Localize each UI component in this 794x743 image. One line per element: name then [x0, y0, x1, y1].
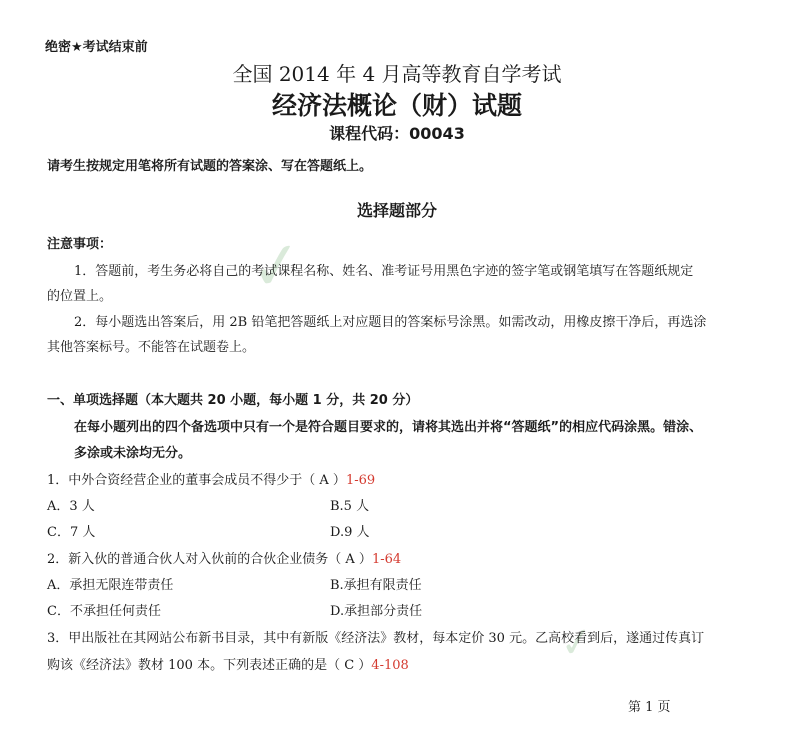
note-2-line-1: 2．每小题选出答案后，用 2B 铅笔把答题纸上对应题目的答案标号涂黑。如需改动，用橡皮擦干净后，再选涂 — [74, 315, 707, 330]
exam-title: 全国 2014 年 4 月高等教育自学考试 — [232, 62, 562, 86]
q1-option-c: C．7 人 — [47, 525, 96, 540]
watermark: ✓ — [245, 226, 309, 308]
q1-option-d: D.9 人 — [330, 525, 370, 540]
answer-instruction: 请考生按规定用笔将所有试题的答案涂、写在答题纸上。 — [47, 159, 373, 174]
watermark: ✓ — [556, 617, 597, 669]
subject-title: 经济法概论（财）试题 — [271, 91, 522, 120]
course-code: 课程代码：00043 — [329, 124, 465, 143]
note-1-line-1: 1．答题前，考生务必将自己的考试课程名称、姓名、准考证号用黑色字迹的签字笔或钢笔填写在答题纸规定 — [74, 264, 694, 279]
question-3-text: 购该《经济法》教材 100 本。下列表述正确的是（ C ） — [47, 658, 372, 673]
q2-option-c: C．不承担任何责任 — [47, 604, 161, 619]
question-1-text: 1．中外合资经营企业的董事会成员不得少于（ A ） — [47, 473, 346, 488]
question-2-ref: 1-64 — [371, 552, 402, 567]
q1-option-a: A．3 人 — [47, 499, 95, 514]
question-3-line-1: 3．甲出版社在其网站公布新书目录，其中有新版《经济法》教材，每本定价 30 元。乙高校看到后，遂通过传真订 — [47, 631, 705, 646]
question-3-line-2 — [47, 654, 409, 673]
question-3-ref: 4-108 — [371, 658, 409, 673]
q2-option-b: B.承担有限责任 — [330, 578, 422, 593]
secret-mark: 绝密★考试结束前 — [45, 40, 148, 55]
question-1 — [47, 469, 375, 488]
question-1-ref: 1-69 — [345, 473, 376, 488]
note-2-line-2: 其他答案标号。不能答在试题卷上。 — [47, 340, 256, 355]
part1-desc-line-2: 多涂或未涂均无分。 — [74, 446, 192, 461]
part1-heading: 一、单项选择题（本大题共 20 小题，每小题 1 分，共 20 分） — [47, 393, 419, 408]
part1-desc-line-1: 在每小题列出的四个备选项中只有一个是符合题目要求的，请将其选出并将“答题纸”的相应代码涂黑。错涂、 — [74, 420, 703, 435]
section-title: 选择题部分 — [356, 201, 437, 220]
q2-option-d: D.承担部分责任 — [330, 604, 423, 619]
note-1-line-2: 的位置上。 — [47, 289, 113, 304]
q1-option-b: B.5 人 — [330, 499, 370, 514]
question-2-text: 2．新入伙的普通合伙人对入伙前的合伙企业债务（ A ） — [47, 552, 372, 567]
question-2 — [47, 548, 401, 567]
page-number: 第 1 页 — [628, 700, 671, 715]
notes-heading: 注意事项： — [47, 237, 113, 252]
q2-option-a: A．承担无限连带责任 — [47, 578, 174, 593]
